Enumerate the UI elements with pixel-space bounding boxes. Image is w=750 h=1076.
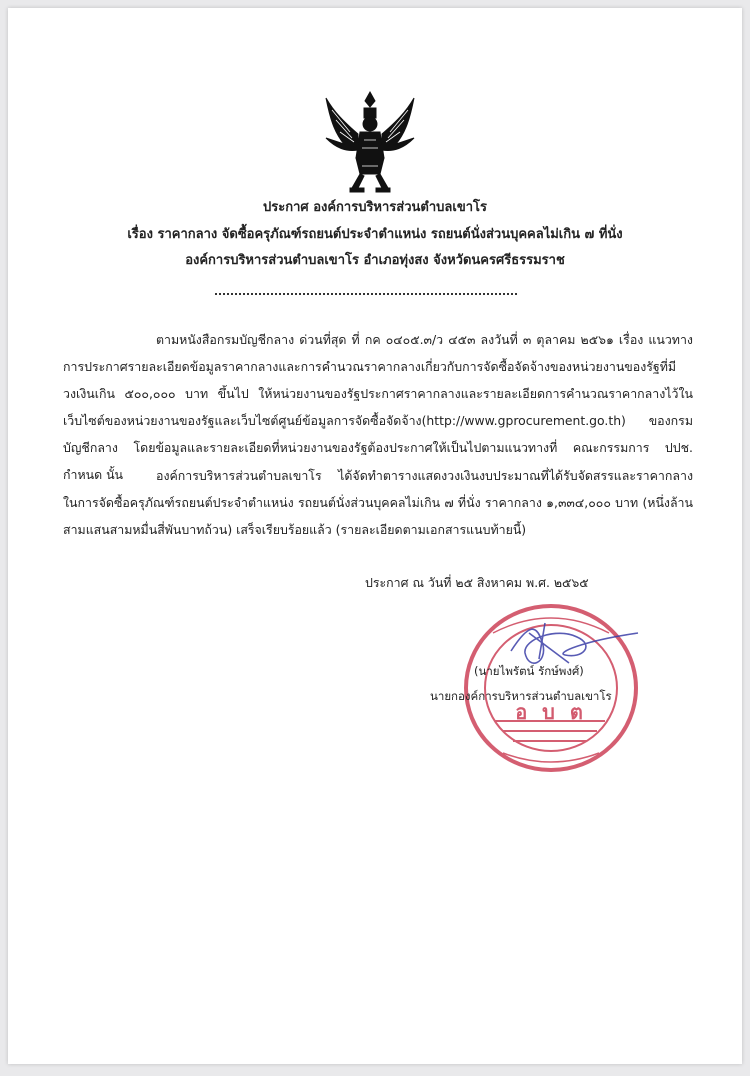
signer-name: (นายไพรัตน์ รักษ์พงศ์) bbox=[474, 664, 584, 678]
announce-date: ประกาศ ณ วันที่ ๒๕ สิงหาคม พ.ศ. ๒๕๖๕ bbox=[365, 575, 589, 590]
notice-subject: เรื่อง ราคากลาง จัดซื้อครุภัณฑ์รถยนต์ประจำตำแหน่ง รถยนต์นั่งส่วนบุคคลไม่เกิน ๗ ที่นั่ง bbox=[127, 227, 623, 242]
dotted-separator bbox=[215, 293, 517, 295]
body-paragraph-1: ตามหนังสือกรมบัญชีกลาง ด่วนที่สุด ที่ กค ๐๔๐๕.๓/ว ๔๕๓ ลงวันที่ ๓ ตุลาคม ๒๕๖๑ เรื่อง แนวทางการประกาศรายละเอียดข้อมูลราคากลางและการคำนวณราคากลางเกี่ยวกับการจัดซื้อจัดจ้างของหน่วยงานของรัฐที่มีวงเงินเกิน ๕๐๐,๐๐๐ บาท ขึ้นไป ให้หน่วยงานของรัฐประกาศราคากลางและรายละเอียดการคำนวณราคากลางไว้ในเว็บไซต์ของหน่วยงานของรัฐและเว็บไซต์ศูนย์ข้อมูลการจัดซื้อจัดจ้าง(http://www.gprocurement.go.th) ของกรมบัญชีกลาง โดยข้อมูลและรายละเอียดที่หน่วยงานของรัฐต้องประกาศให้เป็นไปตามแนวทางที่ คณะกรรมการ ปปช. กำหนด นั้น bbox=[63, 332, 693, 482]
document-page bbox=[8, 8, 742, 1064]
signer-title: นายกองค์การบริหารส่วนตำบลเขาโร bbox=[430, 689, 612, 703]
notice-title: ประกาศ องค์การบริหารส่วนตำบลเขาโร bbox=[263, 200, 487, 215]
seal-center-text: อ บ ต bbox=[515, 700, 587, 724]
notice-organization: องค์การบริหารส่วนตำบลเขาโร อำเภอทุ่งสง จังหวัดนครศรีธรรมราช bbox=[185, 253, 565, 268]
body-paragraph-2: องค์การบริหารส่วนตำบลเขาโร ได้จัดทำตารางแสดงวงเงินงบประมาณที่ได้รับจัดสรรและราคากลาง ในการจัดซื้อครุภัณฑ์รถยนต์ประจำตำแหน่ง รถยนต์นั่งส่วนบุคคลไม่เกิน ๗ ที่นั่ง ราคากลาง ๑,๓๓๔,๐๐๐ บาท (หนึ่งล้านสามแสนสามหมื่นสี่พันบาทถ้วน) เสร็จเรียบร้อยแล้ว (รายละเอียดตามเอกสารแนบท้ายนี้) bbox=[63, 468, 693, 537]
garuda-emblem bbox=[320, 88, 420, 198]
